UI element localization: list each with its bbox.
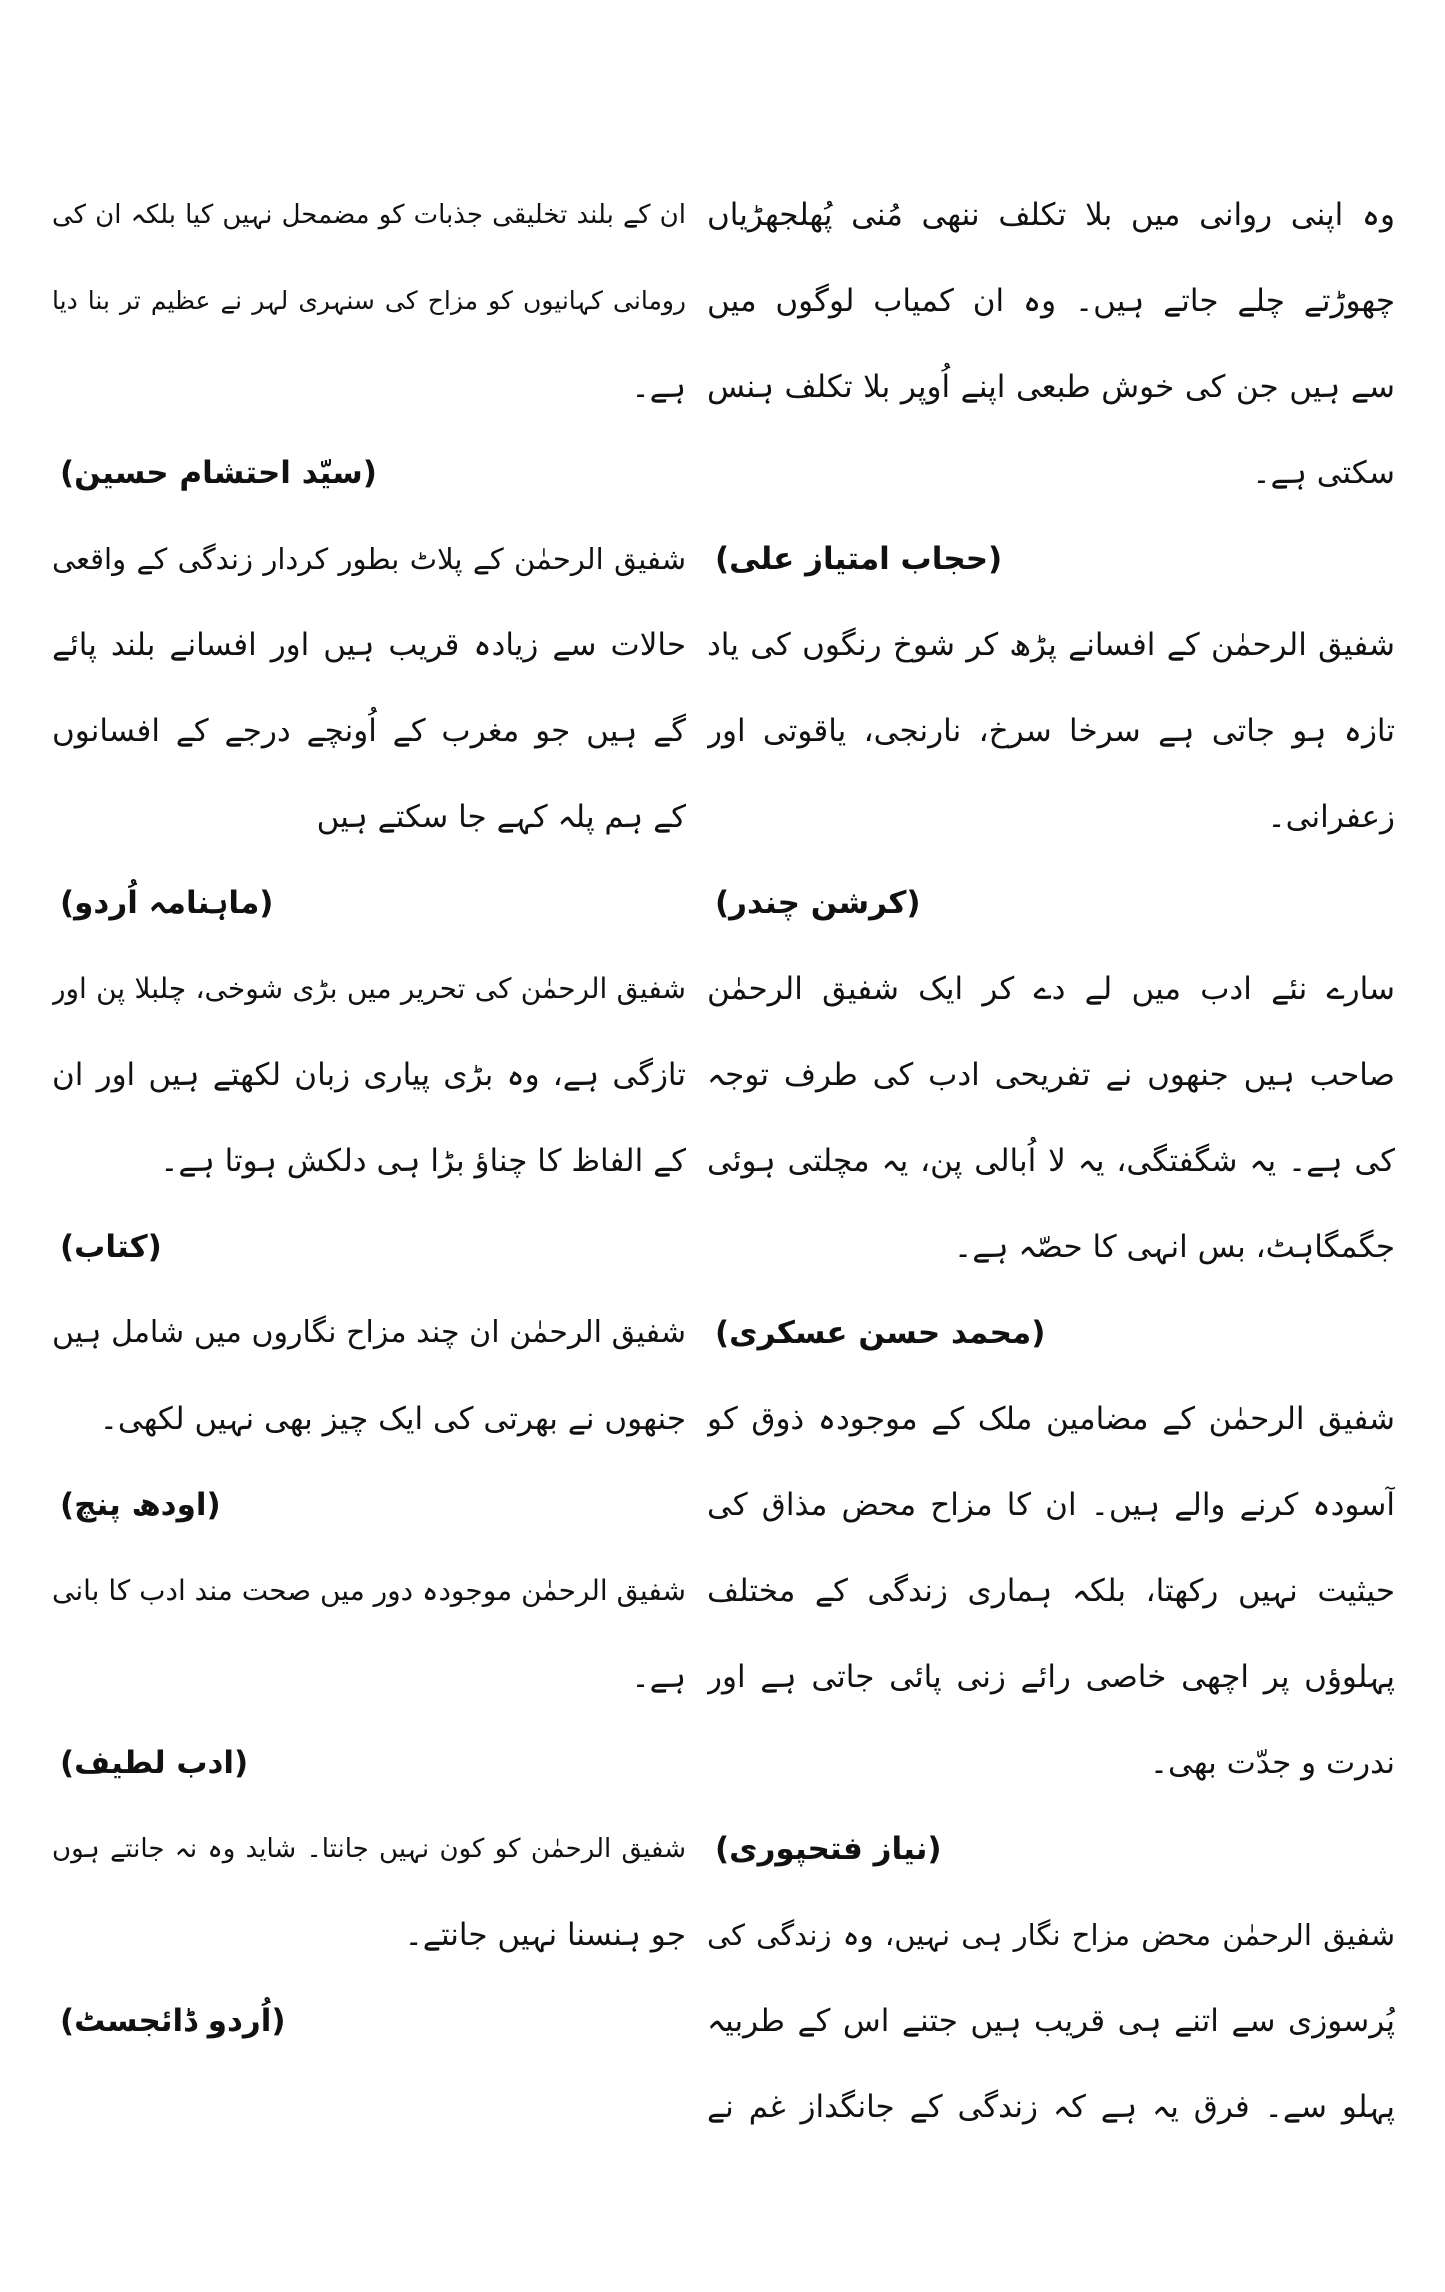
quote-line: سے ہیں جن کی خوش طبعی اپنے اُوپر بلا تکلف ہنس (707, 369, 1395, 405)
quote-line: سکتی ہے۔ (1252, 455, 1395, 491)
quote-line: پہلوؤں پر اچھی خاصی رائے زنی پائی جاتی ہے اور (707, 1659, 1395, 1695)
quote-block (707, 172, 1395, 602)
quote-line: شفیق الرحمٰن کے مضامین ملک کے موجودہ ذوق کو (707, 1401, 1395, 1437)
quote-line: کے الفاظ کا چناؤ بڑا ہی دلکش ہوتا ہے۔ (160, 1143, 686, 1179)
quote-block (52, 946, 686, 1290)
quote-line: گے ہیں جو مغرب کے اُونچے درجے کے افسانوں (52, 713, 686, 749)
quote-source: (سیّد احتشام حسین) (60, 455, 377, 491)
right-column (707, 172, 1395, 2150)
quote-line: تازگی ہے، وہ بڑی پیاری زبان لکھتے ہیں اور ان (52, 1057, 686, 1093)
quote-line: کی ہے۔ یہ شگفتگی، یہ لا اُبالی پن، یہ مچلتی ہوئی (707, 1143, 1395, 1179)
left-column (52, 172, 686, 2064)
quote-block (52, 1548, 686, 1806)
quote-line: چھوڑتے چلے جاتے ہیں۔ وہ ان کمیاب لوگوں میں (707, 283, 1395, 319)
quote-line: ہے۔ (631, 1659, 686, 1695)
quote-line: رومانی کہانیوں کو مزاح کی سنہری لہر نے عظیم تر بنا دیا (52, 286, 686, 315)
quote-line: کے ہم پلہ کہے جا سکتے ہیں (316, 799, 686, 835)
quote-line: پُرسوزی سے اتنے ہی قریب ہیں جتنے اس کے طربیہ (707, 2003, 1395, 2039)
quote-line: زعفرانی۔ (1267, 799, 1395, 835)
quote-block (707, 1892, 1395, 2150)
quote-line: شفیق الرحمٰن محض مزاح نگار ہی نہیں، وہ زندگی کی (707, 1918, 1395, 1952)
quote-line: ہے۔ (631, 369, 686, 405)
quote-line: آسودہ کرنے والے ہیں۔ ان کا مزاح محض مذاق کی (707, 1487, 1395, 1523)
quote-line: وہ اپنی روانی میں بلا تکلف ننھی مُنی پُھلجھڑیاں (707, 197, 1395, 233)
quote-source: (اودھ پنچ) (60, 1487, 221, 1523)
quote-line: شفیق الرحمٰن کے پلاٹ بطور کردار زندگی کے واقعی (52, 542, 686, 576)
quote-line: حالات سے زیادہ قریب ہیں اور افسانے بلند پائے (52, 627, 686, 663)
quote-line: تازہ ہو جاتی ہے سرخا سرخ، نارنجی، یاقوتی اور (707, 713, 1395, 749)
quote-block (52, 516, 686, 946)
quote-block (707, 602, 1395, 946)
quote-line: شفیق الرحمٰن کے افسانے پڑھ کر شوخ رنگوں کی یاد (707, 627, 1395, 663)
quote-line: حیثیت نہیں رکھتا، بلکہ ہماری زندگی کے مختلف (707, 1573, 1395, 1609)
quote-block (707, 946, 1395, 1376)
quote-line: صاحب ہیں جنھوں نے تفریحی ادب کی طرف توجہ (707, 1057, 1395, 1093)
quote-source: (ادب لطیف) (60, 1745, 249, 1781)
quote-source: (حجاب امتیاز علی) (715, 541, 1003, 577)
quote-block (52, 1806, 686, 2064)
quote-line: جو ہنسنا نہیں جانتے۔ (404, 1917, 686, 1953)
quote-line: شفیق الرحمٰن کی تحریر میں بڑی شوخی، چلبلا پن اور (52, 972, 686, 1005)
quote-source: (ماہنامہ اُردو) (60, 885, 274, 921)
quote-source: (محمد حسن عسکری) (715, 1315, 1046, 1351)
quote-line: پہلو سے۔ فرق یہ ہے کہ زندگی کے جانگداز غم نے (707, 2089, 1395, 2125)
quote-line: جنھوں نے بھرتی کی ایک چیز بھی نہیں لکھی۔ (99, 1401, 686, 1437)
quote-line: شفیق الرحمٰن کو کون نہیں جانتا۔ شاید وہ نہ جانتے ہوں (52, 1834, 686, 1864)
quote-line: ندرت و جدّت بھی۔ (1149, 1745, 1395, 1781)
quote-line: سارے نئے ادب میں لے دے کر ایک شفیق الرحمٰن (707, 971, 1395, 1007)
quote-line: جگمگاہٹ، بس انہی کا حصّہ ہے۔ (954, 1229, 1395, 1265)
quote-source: (نیاز فتحپوری) (715, 1831, 942, 1867)
quote-block (52, 1290, 686, 1548)
quote-line: شفیق الرحمٰن موجودہ دور میں صحت مند ادب کا بانی (52, 1574, 686, 1607)
quote-block (52, 172, 686, 516)
quote-line: ان کے بلند تخلیقی جذبات کو مضمحل نہیں کیا بلکہ ان کی (52, 200, 686, 230)
quote-line: شفیق الرحمٰن ان چند مزاح نگاروں میں شامل ہیں (52, 1315, 686, 1350)
quote-source: (کرشن چندر) (715, 885, 921, 921)
quote-source: (اُردو ڈائجسٹ) (60, 2003, 286, 2039)
quote-block (707, 1376, 1395, 1892)
quote-source: (کتاب) (60, 1229, 162, 1265)
